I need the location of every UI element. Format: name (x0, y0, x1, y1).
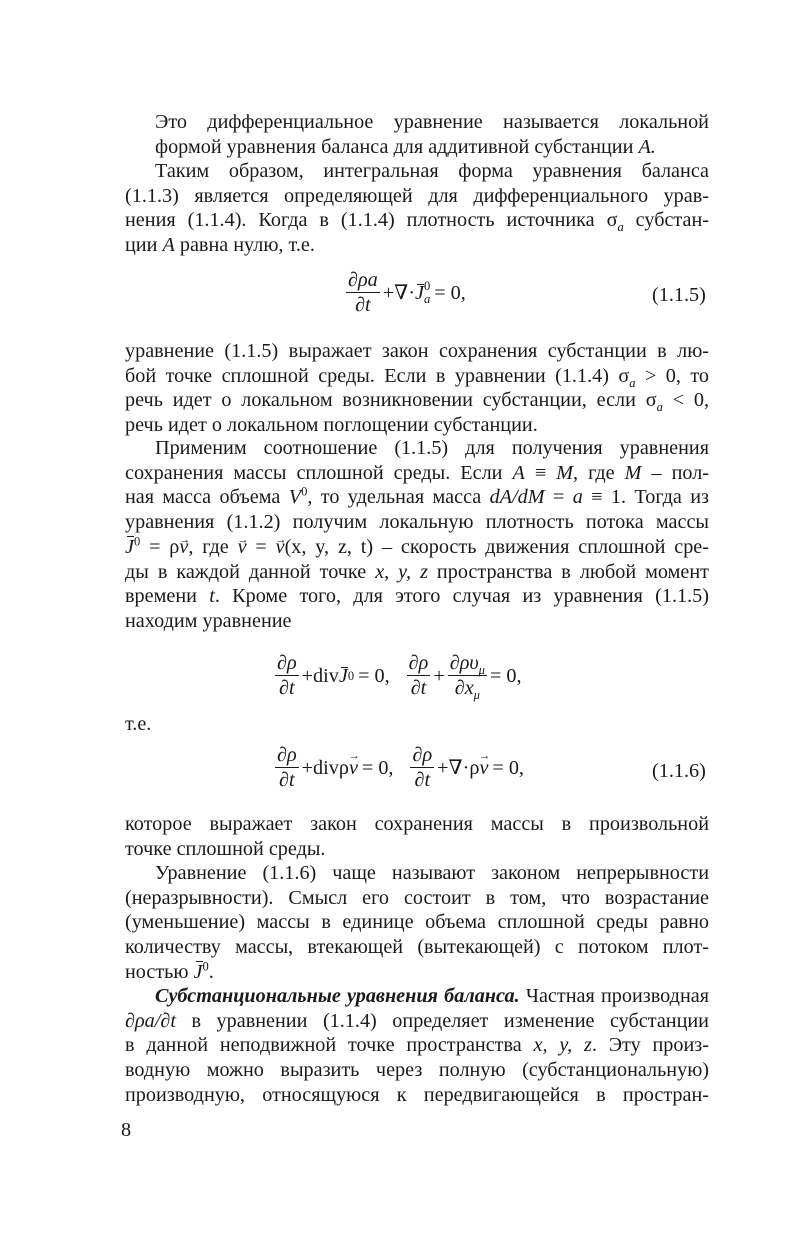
text-line: речь идет о локальном поглощении субстанции. (125, 414, 538, 437)
paragraph-2 (125, 159, 709, 258)
text-te: т.е. (125, 713, 152, 735)
text-line: Уравнение (1.1.6) чаще называют законом непрерывности (155, 862, 709, 884)
text-line: производную, относящуюся к передвигающейся в простран- (125, 1083, 709, 1106)
text-line: (1.1.3) является определяющей для дифференциального урав- (125, 184, 709, 207)
text-line: Применим соотношение (1.1.5) для получения уравнения (155, 437, 709, 459)
text-line: ции A равна нулю, т.е. (125, 234, 315, 257)
text-line: формой уравнения баланса для аддитивной субстанции A. (155, 135, 656, 158)
text-line: количеству массы, втекающей (вытекающей) с потоком плот- (125, 936, 709, 959)
fraction: $\frac{\partial\rho}{\partial t}$ (277, 652, 297, 700)
text-line: Таким образом, интегральная форма уравнения баланса (155, 160, 709, 182)
equation-label: (1.1.6) (652, 760, 706, 782)
text-line: Субстанциональные уравнения баланса. Частная производная (155, 985, 709, 1007)
text-line: времени t. Кроме того, для этого случая из уравнения (1.1.5) (125, 585, 709, 608)
equation-1-1-6: $\frac{\partial\rho}{\partial t}$ +divρ → v = 0, $\frac{\partial\rho}{\partial t}$ +∇·ρ → v = 0, (272, 745, 524, 790)
text-line: ∂ρa/∂t в уравнении (1.1.4) определяет изменение субстанции (125, 1009, 709, 1032)
text-line: (уменьшение) массы в единице объема сплошной среды равно (125, 911, 709, 934)
equation-1-1-5: $\frac{\partial\rho a}{\partial t}$ +∇· J 0 a = 0, (348, 269, 466, 317)
text-line: бой точке сплошной среды. Если в уравнении (1.1.4) $\sigma_a > 0$, то (125, 364, 709, 390)
text-line: нения (1.1.4). Когда в (1.1.4) плотность источника $\sigma_a$ субстан- (125, 209, 709, 235)
fraction: $\frac{\partial\rho}{\partial t}$ (277, 744, 297, 792)
paragraph-6 (125, 861, 709, 985)
text-line: уравнения (1.1.2) получим локальную плотность потока массы (125, 511, 709, 534)
text-line: сохранения массы сплошной среды. Если A ≡ M, где M – пол- (125, 461, 709, 484)
text-line: $J^0 = \rho\to v$, где → v = → v(x, y, z, t) – скорость движения сплошной сре- (125, 535, 709, 560)
paragraph-3 (125, 339, 709, 438)
paragraph-4 (125, 436, 709, 634)
text-line: (неразрывности). Смысл его состоит в том, что возрастание (125, 886, 709, 909)
fraction: $\frac{\partial\rho a}{\partial t}$ (348, 269, 378, 317)
equation-label: (1.1.5) (652, 284, 706, 306)
text-line: ностью $J^0$. (125, 959, 214, 983)
text-line: точке сплошной среды. (125, 837, 326, 860)
fraction: $\frac{\partial\rho}{\partial t}$ (408, 652, 429, 700)
paragraph-1 (125, 110, 709, 159)
fraction: $\frac{\partial\rho\upsilon_\mu}{\partial x_\mu}$ (449, 652, 485, 703)
paragraph-5 (125, 812, 709, 861)
text-line: речь идет о локальном возникновении субстанции, если $\sigma_a < 0$, (125, 389, 709, 415)
text-line: которое выражает закон сохранения массы в произвольной (125, 813, 709, 835)
text-line: уравнение (1.1.5) выражает закон сохранения субстанции в лю- (125, 340, 709, 362)
equation-continuity-forms: $\frac{\partial\rho}{\partial t}$ +div J 0 = 0, $\frac{\partial\rho}{\partial t}$ + $\frac{\partial\rho\upsilon_\mu}{\partial x_\mu}$ = 0, (277, 652, 522, 703)
section-heading: Субстанциональные уравнения баланса. (155, 985, 520, 1007)
text-line: находим уравнение (125, 609, 292, 632)
fraction: $\frac{\partial\rho}{\partial t}$ (412, 744, 433, 792)
text-line: ная масса объема $V^0$, то удельная масса dA/dM = a ≡ 1. Тогда из (125, 484, 709, 509)
paragraph-7 (125, 984, 709, 1108)
text-line: водную можно выразить через полную (субстанциональную) (125, 1059, 709, 1082)
page-number: 8 (121, 1119, 132, 1141)
text-line: в данной неподвижной точке пространства x, y, z. Эту произ- (125, 1034, 709, 1057)
text-line: Это дифференциальное уравнение называется локальной (155, 111, 709, 133)
text-line: ды в каждой данной точке x, y, z пространства в любой момент (125, 560, 709, 583)
